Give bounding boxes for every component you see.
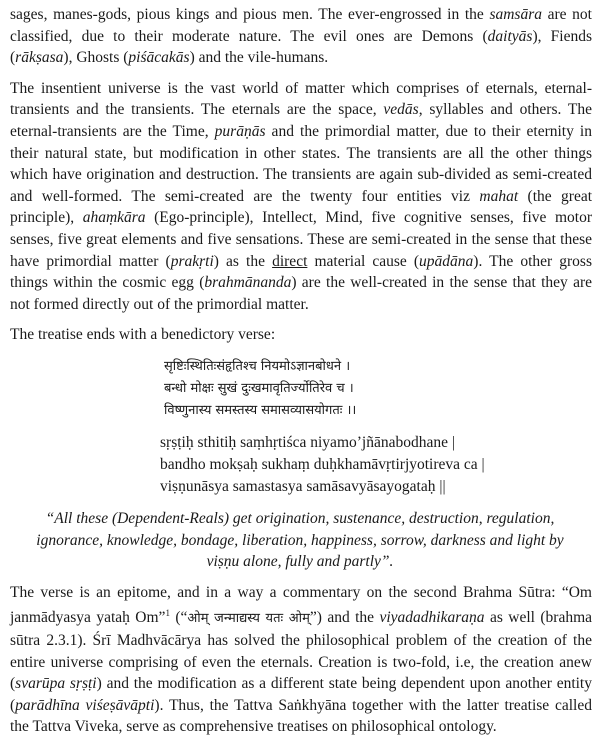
italic-term: brahmānanda [204,274,292,292]
underlined-term: direct [272,252,308,270]
text-run: ), Ghosts ( [63,49,129,67]
verse-translation: “All these (Dependent-Reals) get origination, sustenance, destruction, regulation, ignorance, knowledge, bondage, liberation, happiness, sorrow, darkness and light by viṣṇu alone, fully and partly”. [36,509,564,571]
italic-term: parādhīna viśeṣāvāpti [15,696,155,714]
paragraph-insentient-universe [0,78,600,316]
text-run: material cause ( [307,252,420,270]
verse-transliteration [0,432,600,498]
text-run: (the great principle), [10,187,593,227]
text-run: ), Fiends ( [10,27,593,67]
text-run: The insentient universe is the vast world of matter which comprises of eternals, eternal-transients and the transients. The eternals are the space, [10,79,592,119]
text-run: ) and the vile-humans. [189,49,329,67]
verse-devanagari-line: बन्धो मोक्षः सुखं दुःखमावृतिर्ज्योतिरेव च । [164,380,354,396]
verse-devanagari-line: सृष्टिःस्थितिःसंहृतिश्च नियमोऽज्ञानबोधने । [164,358,351,374]
text-run: ) are the well-created in the sense that they are not formed directly out of the primordial matter. [10,274,592,313]
text-run: ) as the [213,252,273,270]
italic-term: purāṇās [214,122,266,140]
footnote-marker: 1 [165,608,170,619]
text-run: , syllables and others. The eternal-transients are the Time, [10,101,592,140]
devanagari-inline: ओम् जन्माद्यस्य यतः ओम् [187,611,310,627]
verse-transliteration-line: viṣṇunāsya samastasya samāsavyāsayogataḥ || [160,477,446,495]
verse-transliteration-line: sṛṣṭiḥ sthitiḥ saṃhṛtiśca niyamo’jñānabodhane | [160,433,455,451]
italic-term: viyadadhikaraṇa [379,609,485,627]
italic-term: prakṛti [170,252,214,270]
text-run: (Ego-principle), Intellect, Mind, five cognitive senses, five motor senses, five great elements and five sensations. These are semi-created in the sense that these have primordial matter ( [10,209,592,270]
text-run: ”) and the [309,609,380,627]
paragraph-verse-intro: The treatise ends with a benedictory verse: [10,326,276,344]
text-run: ) and the modification as a different state being dependent upon another entity ( [10,675,592,714]
italic-term: upādāna [419,252,474,270]
italic-term: samsāra [489,6,542,23]
paragraph-verse-commentary [0,582,600,738]
text-run: (“ [169,609,188,627]
italic-term: ahaṃkāra [82,209,146,227]
text-run: The verse is an epitome, and in a way a commentary on the second Brahma Sūtra: “Om janmādyasya yataḥ Om” [10,583,592,627]
italic-term: mahat [479,187,519,205]
text-run: ). The other gross things within the cosmic egg ( [10,252,592,292]
italic-term: piśācakās [128,49,190,67]
text-run: sages, manes-gods, pious kings and pious men. The ever-engrossed in the [10,6,490,23]
italic-term: svarūpa sṛṣṭi [15,675,97,693]
paragraph-sentient-classes [0,0,600,69]
italic-term: vedās [383,101,419,119]
verse-transliteration-line: bandho mokṣaḥ sukhaṃ duḥkhamāvṛtirjyotireva ca | [160,455,485,473]
italic-term: rākṣasa [15,49,64,67]
text-run: ). Thus, the Tattva Saṅkhyāna together with the latter treatise called the Tattva Viveka, serve as comprehensive treatises on philosophical ontology. [10,696,592,736]
text-run: are not classified, due to their moderate nature. The evil ones are Demons ( [10,6,592,45]
verse-devanagari-line: विष्णुनास्य समस्तस्य समासव्यासयोगतः ।। [164,402,357,418]
text-run: as well (brahma sūtra 2.3.1). Śrī Madhvācārya has solved the philosophical problem of the creation of the entire universe comprising of even the eternals. Creation is two-fold, i.e, the creation anew ( [10,609,593,693]
text-run: and the primordial matter, due to their eternity in their natural state, but modification in other states. The transients are all the other things which have origination and destruction. The transients are again sub-divided as semi-created and well-formed. The semi-created are the twenty four entities viz [10,122,592,205]
verse-devanagari [0,356,600,422]
italic-term: daityās [487,27,533,45]
